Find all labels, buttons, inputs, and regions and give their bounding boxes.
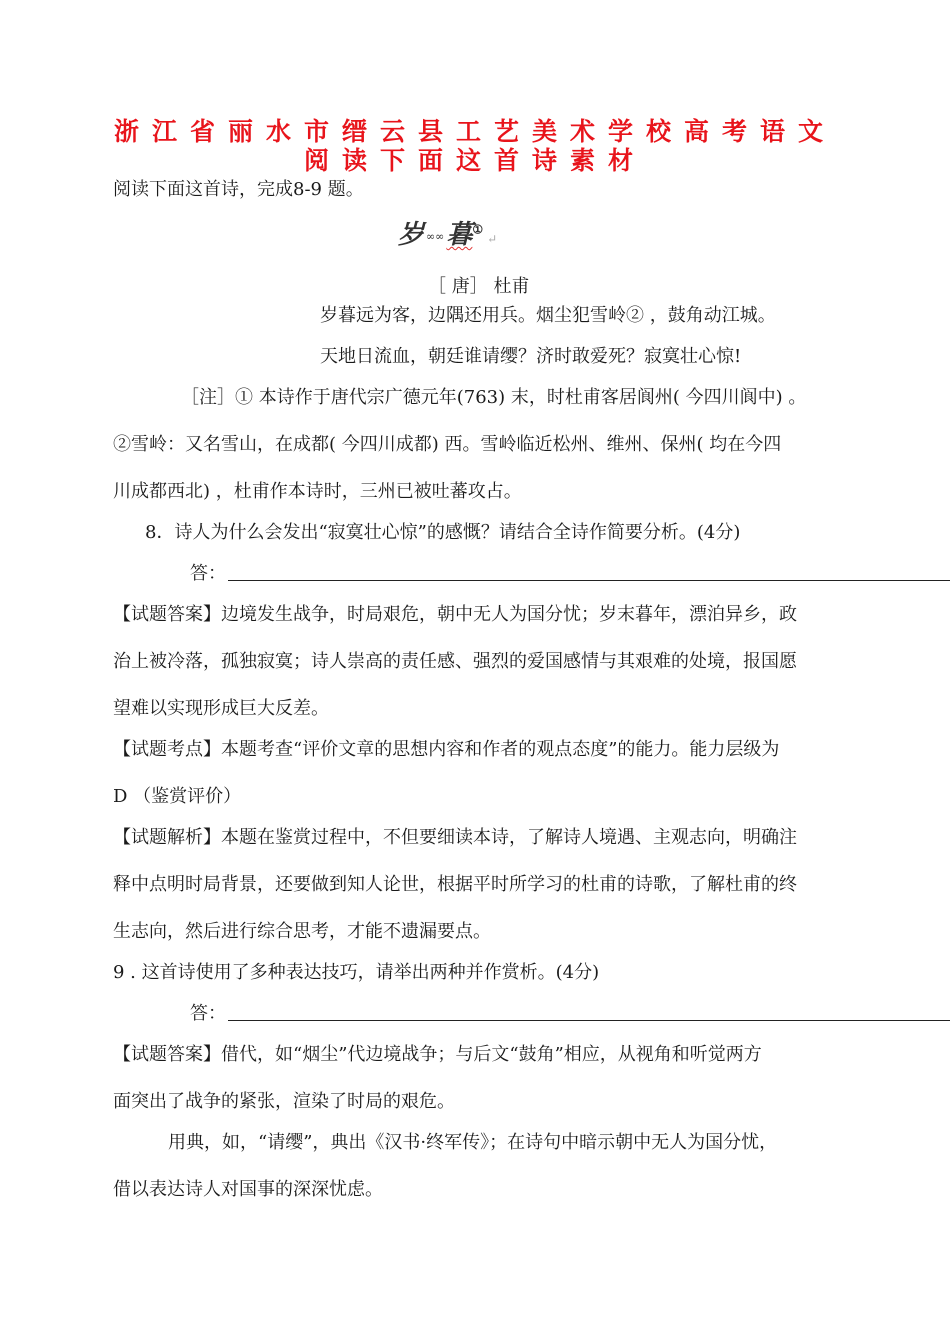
q9-answer-line-1: 【试题答案】借代，如“烟尘”代边境战争；与后文“鼓角”相应，从视角和听觉两方 [113, 1044, 762, 1065]
intro-text: 阅读下面这首诗，完成8-9 题。 [113, 179, 364, 200]
poem-title [398, 214, 497, 251]
answer-label-9: 答： [190, 1003, 226, 1024]
note-line-2: ②雪岭：又名雪山，在成都( 今四川成都) 西。雪岭临近松州、维州、保州( 均在今四 [113, 434, 782, 455]
poem-line-1: 岁暮远为客，边隅还用兵。烟尘犯雪岭② ，鼓角动江城。 [320, 305, 776, 326]
q8-answer-line-2: 治上被冷落，孤独寂寞；诗人崇高的责任感、强烈的爱国感情与其艰难的处境，报国愿 [113, 651, 797, 672]
note-line-3: 川成都西北) ，杜甫作本诗时，三州已被吐蕃攻占。 [113, 481, 522, 502]
q8-analysis-line-1: 【试题解析】本题在鉴赏过程中，不但要细读本诗，了解诗人境遇、主观志向，明确注 [113, 827, 797, 848]
q8-analysis-line-3: 生志向，然后进行综合思考，才能不遗漏要点。 [113, 921, 491, 942]
q9-extra-line-1: 用典，如，“请缨”，典出《汉书·终军传》；在诗句中暗示朝中无人为国分忧， [168, 1132, 778, 1153]
answer-line-8 [228, 580, 950, 581]
poem-line-2: 天地日流血，朝廷谁请缨？济时敢爱死？寂寞壮心惊! [320, 346, 742, 367]
note-line-1: ［注］① 本诗作于唐代宗广德元年(763) 末，时杜甫客居阆州( 今四川阆中) 。 [181, 387, 807, 408]
q8-answer-line-1: 【试题答案】边境发生战争，时局艰危，朝中无人为国分忧；岁末暮年，漂泊异乡，政 [113, 604, 797, 625]
document-title-line-1: 浙江省丽水市缙云县工艺美术学校高考语文 [113, 117, 836, 146]
q8-point-line-2: D （鉴赏评价） [113, 786, 242, 807]
question-8: 8．诗人为什么会发出“寂寞壮心惊”的感慨？请结合全诗作简要分析。(4分) [145, 522, 741, 543]
q8-answer-line-3: 望难以实现形成巨大反差。 [113, 698, 329, 719]
poem-title-note-marker: ① [472, 222, 484, 237]
poem-title-char-2: 暮 [446, 220, 473, 250]
q8-point-line-1: 【试题考点】本题考查“评价文章的思想内容和作者的观点态度”的能力。能力层级为 [113, 739, 780, 760]
poem-title-separator: ∞∞ [426, 229, 445, 243]
document-title-line-2: 阅读下面这首诗素材 [303, 146, 646, 175]
q9-extra-line-2: 借以表达诗人对国事的深深忧虑。 [113, 1179, 383, 1200]
question-9: 9 . 这首诗使用了多种表达技巧，请举出两种并作赏析。(4分) [113, 962, 600, 983]
answer-label-8: 答： [190, 563, 226, 584]
return-mark-icon: ↵ [487, 232, 498, 246]
answer-line-9 [228, 1020, 950, 1021]
poem-title-char-1: 岁 [398, 220, 425, 250]
q8-analysis-line-2: 释中点明时局背景，还要做到知人论世，根据平时所学习的杜甫的诗歌，了解杜甫的终 [113, 874, 797, 895]
poem-author: ［ 唐］ 杜甫 [428, 276, 530, 297]
q9-answer-line-2: 面突出了战争的紧张，渲染了时局的艰危。 [113, 1091, 455, 1112]
